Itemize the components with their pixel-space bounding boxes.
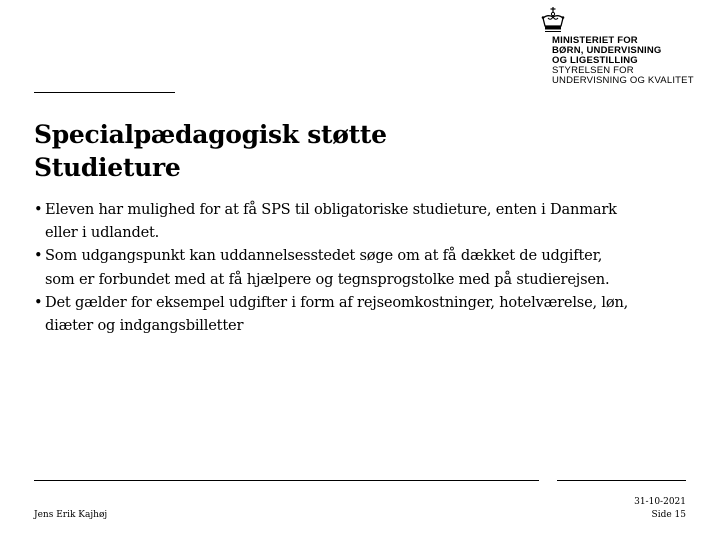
bullet-icon: •	[34, 247, 43, 265]
ministry-name	[552, 36, 694, 86]
slide-title-line-2: Studieture	[34, 153, 181, 182]
bullet-text-line: eller i udlandet.	[45, 224, 160, 242]
page-number: Side 15	[651, 510, 686, 520]
bullet-item	[34, 291, 694, 337]
title-divider	[34, 92, 175, 93]
bullet-text-line: Eleven har mulighed for at få SPS til obligatoriske studieture, enten i Danmark	[45, 201, 617, 218]
bullet-text-line: Det gælder for eksempel udgifter i form af rejseomkostninger, hotelværelse, løn,	[45, 293, 629, 311]
footer-author: Jens Erik Kajhøj	[34, 510, 108, 520]
bullet-item	[34, 244, 694, 290]
bullet-icon: •	[34, 293, 43, 311]
ministry-name-line-2: BØRN, UNDERVISNING	[552, 45, 662, 56]
bullet-text-line: som er forbundet med at få hjælpere og tegnsprogstolke med på studierejsen.	[45, 270, 610, 288]
bullet-item	[34, 198, 694, 244]
slide-title-line-1: Specialpædagogisk støtte	[34, 120, 387, 149]
crown-icon	[540, 6, 566, 34]
bullet-icon: •	[34, 201, 43, 218]
footer-meta	[634, 496, 686, 522]
ministry-name-line-3: OG LIGESTILLING	[552, 55, 638, 66]
bullet-list	[34, 198, 694, 337]
bullet-text-line: Som udgangspunkt kan uddannelsesstedet søge om at få dækket de udgifter,	[45, 247, 603, 265]
agency-name-line-2: UNDERVISNING OG KVALITET	[552, 75, 694, 86]
footer-date: 31-10-2021	[634, 497, 686, 507]
ministry-name-line-1: MINISTERIET FOR	[552, 35, 638, 46]
bullet-text-line: diæter og indgangsbilletter	[45, 317, 244, 335]
footer-divider-right	[557, 480, 686, 481]
agency-name-line-1: STYRELSEN FOR	[552, 65, 634, 76]
footer-divider-left	[34, 480, 539, 481]
slide-title	[34, 118, 387, 184]
